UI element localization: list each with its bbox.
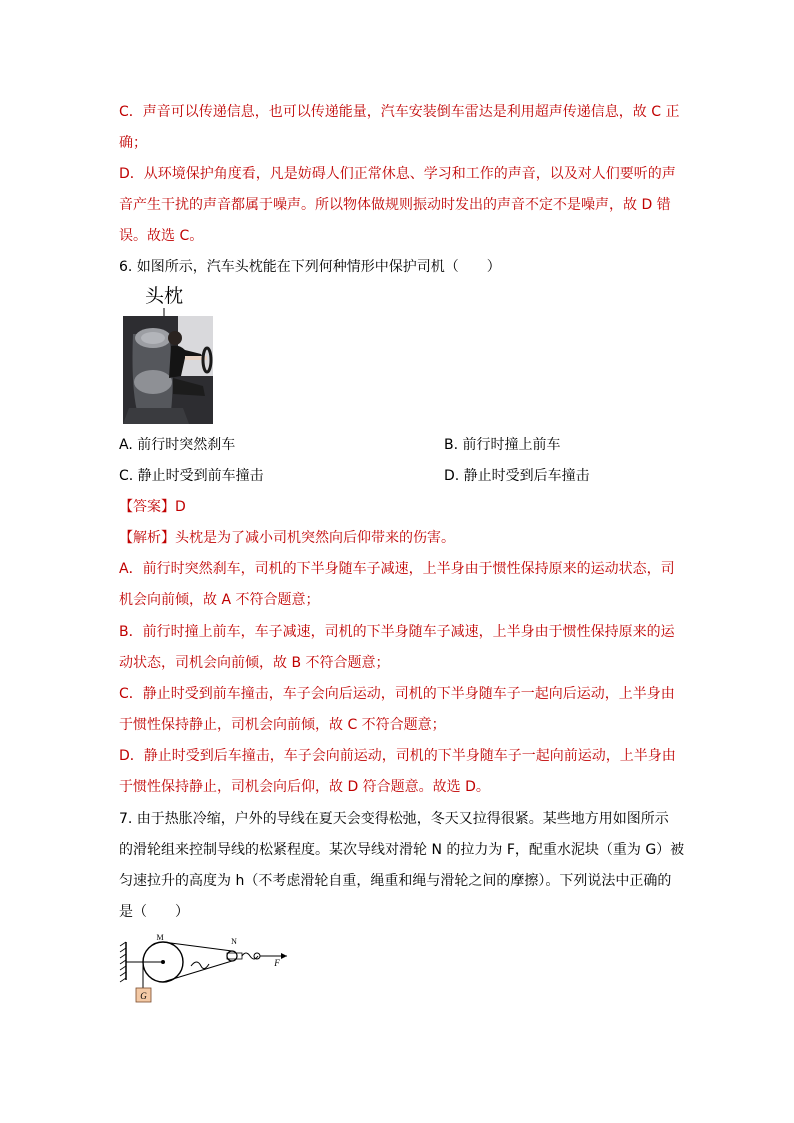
explanation-d-line3: 误。故选 C。: [119, 228, 204, 244]
weight-label: G: [140, 991, 147, 1001]
wall-hatch: [120, 942, 126, 982]
option-c: C. 静止时受到前车撞击: [119, 468, 264, 484]
explain-c-line2: 于惯性保持静止，司机会向前倾，故 C 不符合题意；: [119, 717, 446, 733]
explanation-d-line2: 音产生干扰的声音都属于噪声。所以物体做规则振动时发出的声音不定不是噪声，故 D 错: [119, 197, 671, 213]
explain-d-line2: 于惯性保持静止，司机会向后仰，故 D 符合题意。故选 D。: [119, 779, 490, 795]
explain-c-line1: C．静止时受到前车撞击，车子会向后运动，司机的下半身随车子一起向后运动，上半身由: [119, 686, 675, 702]
question-7-line3: 匀速拉升的高度为 h（不考虑滑轮自重，绳重和绳与滑轮之间的摩擦）。下列说法中正确的: [119, 873, 672, 889]
pulley-diagram: [119, 932, 299, 1007]
car-seat-illustration: [123, 316, 213, 424]
explain-d-line1: D．静止时受到后车撞击，车子会向前运动，司机的下半身随车子一起向前运动，上半身由: [119, 748, 676, 764]
explain-a-line1: A．前行时突然刹车，司机的下半身随车子减速，上半身由于惯性保持原来的运动状态，司: [119, 561, 675, 577]
pulley-n: [227, 951, 237, 961]
explain-a-line2: 机会向前倾，故 A 不符合题意；: [119, 592, 320, 608]
option-b: B. 前行时撞上前车: [444, 437, 561, 453]
question-7-line1: 7. 由于热胀冷缩，户外的导线在夏天会变得松弛，冬天又拉得很紧。某些地方用如图所示: [119, 811, 669, 827]
explain-b-line2: 动状态，司机会向前倾，故 B 不符合题意；: [119, 655, 390, 671]
option-d: D. 静止时受到后车撞击: [444, 468, 590, 484]
question-6-stem: 6. 如图所示，汽车头枕能在下列何种情形中保护司机（ ）: [119, 259, 501, 275]
label-f: F: [274, 958, 280, 968]
explain-b-line1: B．前行时撞上前车，车子减速，司机的下半身随车子减速，上半身由于惯性保持原来的运: [119, 624, 675, 640]
force-arrow-head: [281, 953, 287, 959]
label-n: N: [231, 937, 237, 946]
car-headrest-photo: [123, 316, 213, 424]
analysis-tag: 【解析】: [119, 530, 175, 546]
explanation-d-line1: D．从环境保护角度看，凡是妨碍人们正常休息、学习和工作的声音，以及对人们要听的声: [119, 166, 676, 182]
question-7-line4: 是（ ）: [119, 904, 189, 920]
label-m: M: [156, 933, 164, 942]
analysis-text: 头枕是为了减小司机突然向后仰带来的伤害。: [175, 530, 455, 546]
question-7-line2: 的滑轮组来控制导线的松紧程度。某次导线对滑轮 N 的拉力为 F，配重水泥块（重为 G）被: [119, 842, 685, 858]
headrest-label: 头枕: [145, 285, 184, 307]
explanation-c-line1: C．声音可以传递信息，也可以传递能量，汽车安装倒车雷达是利用超声传递信息，故 C 正: [119, 104, 680, 120]
answer-value: D: [175, 499, 186, 515]
analysis-line: [119, 528, 455, 548]
answer-tag: 【答案】: [119, 499, 175, 515]
answer-line: [119, 497, 186, 517]
option-a: A. 前行时突然刹车: [119, 437, 236, 453]
explanation-c-line2: 确；: [119, 135, 147, 151]
